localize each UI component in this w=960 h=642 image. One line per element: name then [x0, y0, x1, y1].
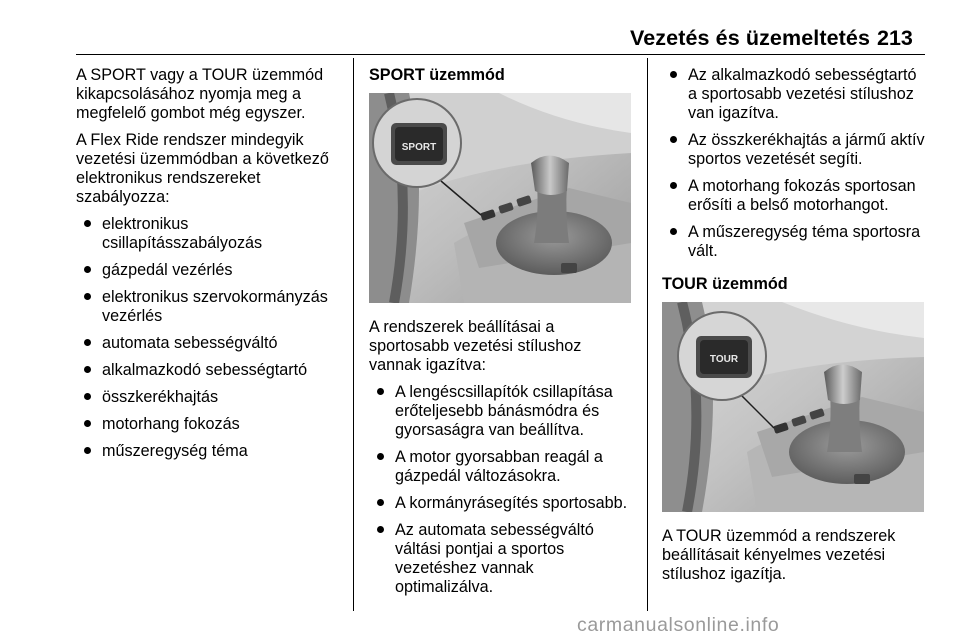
middle-column — [369, 66, 635, 605]
bullet-dot-icon — [377, 453, 384, 460]
list-item: A lengéscsillapítók csillapítása erőteljesebb bánásmódra és gyorsaságra van beállítva. — [369, 383, 635, 440]
page-number: 213 — [877, 26, 913, 50]
watermark: carmanualsonline.info — [577, 614, 780, 636]
list-item: A motorhang fokozás sportosan erősíti a belső motorhangot. — [662, 177, 928, 215]
sport-bullet-list — [369, 383, 635, 597]
list-item: Az automata sebességváltó váltási pontjai a sportos vezetéshez vannak optimalizálva. — [369, 521, 635, 597]
list-item: motorhang fokozás — [76, 415, 338, 434]
list-item: A motor gyorsabban reagál a gázpedál változásokra. — [369, 448, 635, 486]
left-paragraph-1: A SPORT vagy a TOUR üzemmód kikapcsolásához nyomja meg a megfelelő gombot még egyszer. — [76, 66, 324, 122]
bullet-dot-icon — [84, 366, 91, 373]
bullet-dot-icon — [84, 420, 91, 427]
bullet-dot-icon — [84, 339, 91, 346]
bullet-dot-icon — [377, 526, 384, 533]
list-item: összkerékhajtás — [76, 388, 338, 407]
bullet-dot-icon — [377, 388, 384, 395]
header-rule — [76, 54, 925, 55]
left-bullet-list — [76, 215, 338, 461]
header-title: Vezetés és üzemeltetés — [630, 26, 871, 50]
list-item: alkalmazkodó sebességtartó — [76, 361, 338, 380]
tour-mode-heading: TOUR üzemmód — [662, 275, 788, 293]
sport-button-label: SPORT — [401, 142, 437, 153]
bullet-dot-icon — [84, 220, 91, 227]
sport-button-photo — [369, 93, 635, 303]
list-item: A műszeregység téma sportosra vált. — [662, 223, 928, 261]
right-column — [662, 66, 928, 592]
list-item: Az összkerékhajtás a jármű aktív sportos vezetését segíti. — [662, 131, 928, 169]
left-column — [76, 66, 338, 469]
list-item: gázpedál vezérlés — [76, 261, 338, 280]
list-item: automata sebességváltó — [76, 334, 338, 353]
bullet-dot-icon — [670, 228, 677, 235]
tour-button-label: TOUR — [709, 354, 739, 365]
bullet-dot-icon — [84, 393, 91, 400]
list-item: A kormányrásegítés sportosabb. — [369, 494, 635, 513]
list-item: Az alkalmazkodó sebességtartó a sportosabb vezetési stílushoz van igazítva. — [662, 66, 928, 123]
bullet-dot-icon — [670, 71, 677, 78]
bullet-dot-icon — [84, 266, 91, 273]
bullet-dot-icon — [377, 499, 384, 506]
list-item: elektronikus csillapításszabályozás — [76, 215, 338, 253]
left-paragraph-2: A Flex Ride rendszer mindegyik vezetési üzemmódban a következő elektronikus rendszereket szabályozza: — [76, 131, 329, 206]
list-item: műszeregység téma — [76, 442, 338, 461]
tour-button-photo — [662, 302, 928, 512]
bullet-dot-icon — [670, 182, 677, 189]
bullet-dot-icon — [670, 136, 677, 143]
list-item: elektronikus szervokormányzás vezérlés — [76, 288, 338, 326]
bullet-dot-icon — [84, 447, 91, 454]
tour-mode-description: A TOUR üzemmód a rendszerek beállításait kényelmes vezetési stílushoz igazítja. — [662, 527, 896, 583]
sport-mode-intro: A rendszerek beállításai a sportosabb vezetési stílushoz vannak igazítva: — [369, 318, 582, 374]
column-divider — [353, 58, 354, 611]
right-bullet-list — [662, 66, 928, 261]
bullet-dot-icon — [84, 293, 91, 300]
column-divider — [647, 58, 648, 611]
sport-mode-heading: SPORT üzemmód — [369, 66, 505, 84]
